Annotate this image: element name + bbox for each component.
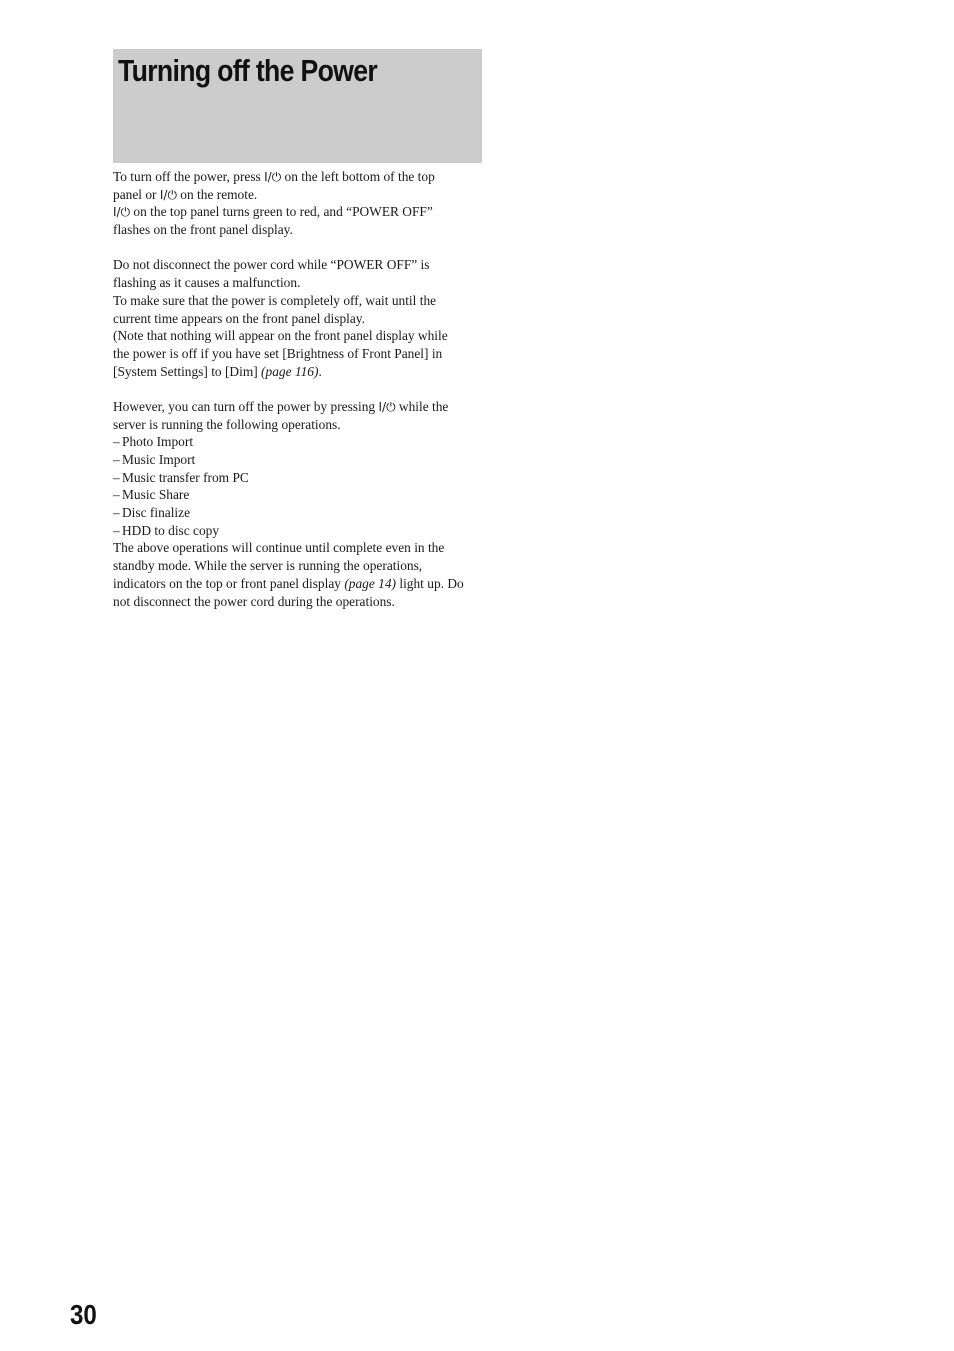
list-item — [113, 469, 485, 487]
body-text — [113, 168, 485, 610]
text-segment: However, you can turn off the power by pressing — [113, 398, 379, 414]
list-dash: – — [113, 434, 120, 450]
list-dash: – — [113, 452, 120, 467]
paragraph-2-line-6: the power is off if you have set [Brightness of Front Panel] in — [113, 345, 443, 361]
text-segment: light up. Do — [396, 575, 464, 591]
text-segment: on the left bottom of the top — [281, 169, 435, 184]
paragraph-3-line-3: The above operations will continue until complete even in the — [113, 540, 445, 556]
paragraph-2-line-5: (Note that nothing will appear on the front panel display while — [113, 328, 448, 344]
list-item — [113, 522, 485, 540]
text-segment: indicators on the top or front panel display — [113, 575, 345, 591]
list-item — [113, 451, 485, 469]
page-reference: (page 116) — [261, 363, 319, 379]
paragraph-1-line-2 — [113, 186, 485, 204]
page-title: Turning off the Power — [118, 53, 378, 88]
list-item-label: Music Share — [122, 487, 190, 503]
list-item-label: Music Import — [122, 452, 196, 467]
list-dash: – — [113, 522, 120, 538]
paragraph-spacer — [113, 380, 485, 398]
paragraph-3-line-6: not disconnect the power cord during the operations. — [113, 593, 395, 609]
list-dash: – — [113, 487, 120, 503]
paragraph-1-line-4: flashes on the front panel display. — [113, 222, 293, 238]
paragraph-3-line-5 — [113, 575, 485, 593]
paragraph-2-line-7 — [113, 363, 485, 381]
text-segment: [System Settings] to [Dim] — [113, 363, 262, 379]
paragraph-2-line-4: current time appears on the front panel display. — [113, 310, 365, 326]
paragraph-2-line-3: To make sure that the power is completely off, wait until the — [113, 292, 437, 308]
paragraph-2-line-2: flashing as it causes a malfunction. — [113, 275, 301, 291]
list-item-label: Photo Import — [122, 434, 194, 450]
paragraph-3-line-1 — [113, 398, 485, 416]
list-item-label: Disc finalize — [122, 505, 191, 521]
paragraph-1-line-1 — [113, 168, 485, 186]
title-banner — [113, 49, 482, 163]
paragraph-3-line-4: standby mode. While the server is running the operations, — [113, 558, 423, 574]
text-segment: on the remote. — [176, 186, 258, 202]
text-segment: on the top panel turns green to red, and “POWER OFF” — [130, 204, 433, 220]
paragraph-3-line-2: server is running the following operations. — [113, 416, 341, 432]
power-symbol-icon: I/⏻ — [159, 187, 177, 202]
list-item-label: HDD to disc copy — [122, 522, 220, 538]
power-symbol-icon: I/⏻ — [113, 205, 131, 220]
page-number: 30 — [70, 1299, 97, 1330]
text-segment: To turn off the power, press — [113, 169, 265, 184]
paragraph-spacer — [113, 239, 485, 257]
text-segment: . — [318, 363, 322, 379]
text-segment: panel or — [113, 186, 160, 202]
page-reference: (page 14) — [344, 575, 396, 591]
list-dash: – — [113, 469, 120, 485]
list-item — [113, 433, 485, 451]
list-item — [113, 504, 485, 522]
list-item-label: Music transfer from PC — [122, 469, 249, 485]
power-symbol-icon: I/⏻ — [378, 399, 396, 414]
text-segment: while the — [395, 398, 449, 414]
paragraph-2-line-1: Do not disconnect the power cord while “POWER OFF” is — [113, 257, 430, 273]
list-item — [113, 486, 485, 504]
list-dash: – — [113, 505, 120, 521]
paragraph-1-line-3 — [113, 203, 485, 221]
power-symbol-icon: I/⏻ — [264, 170, 282, 184]
